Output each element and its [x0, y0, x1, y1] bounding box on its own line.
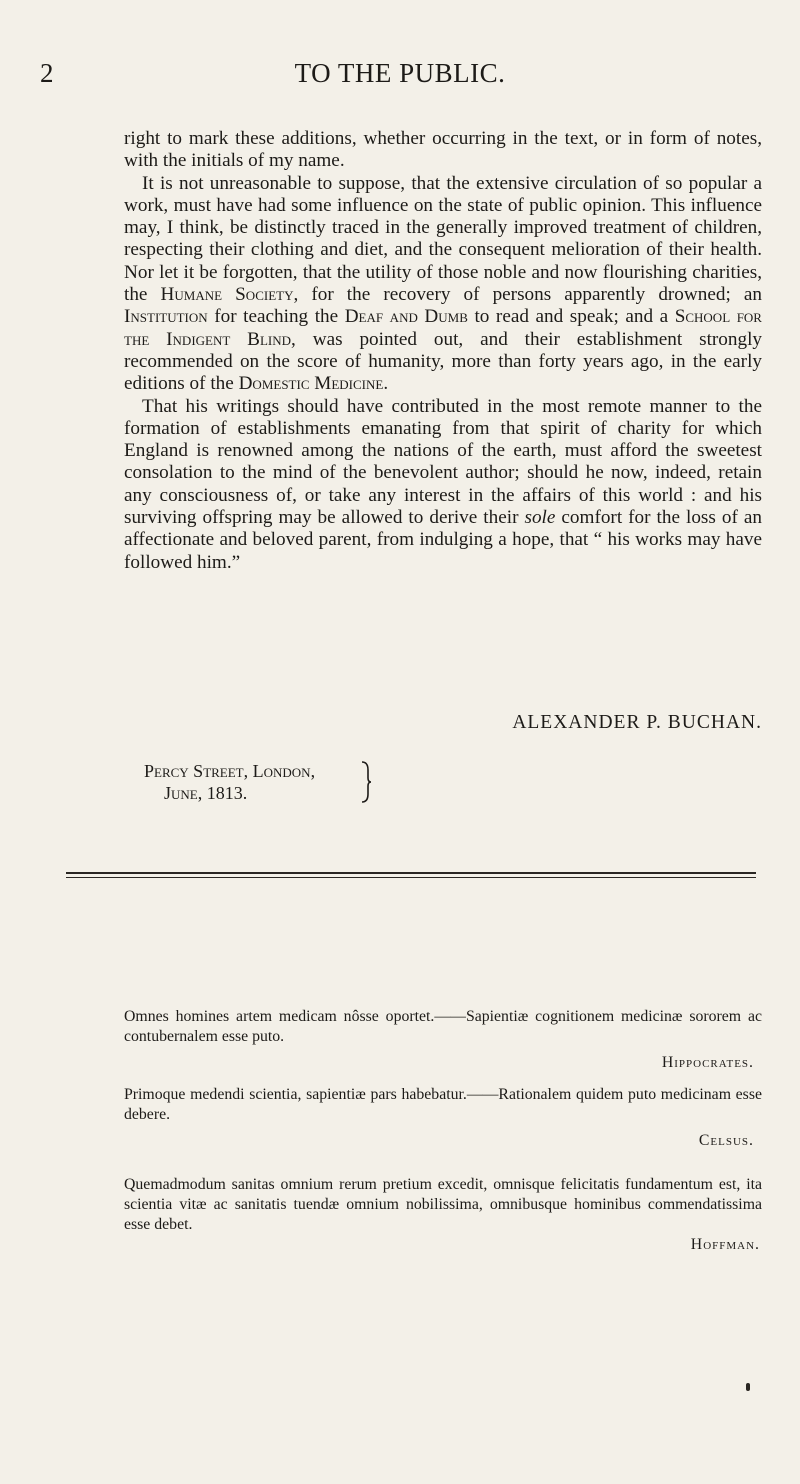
running-head: TO THE PUBLIC. [294, 58, 506, 88]
emphasis-sole: sole [524, 507, 556, 529]
paragraph-2-text-b: for the recovery of persons apparently drowned; an [298, 284, 762, 306]
paragraph-3-text-a: That his writings should have contributed in the most remote manner to the formation of establishments emanating from that spirit of charity for which England is renowned among the nations of the earth, must afford the sweetest consolation to the mind of the benevolent author; should he now, indeed, retain any consciousness of, or take any interest in the affairs of this world : and his surviving offspring may be allowed to derive their [124, 395, 762, 529]
brace-icon [360, 760, 372, 804]
paragraph-2-text-e: was pointed out, and their establishment strongly recommended on the score of humanity, more than forty years ago, in the early editions of the [124, 328, 762, 395]
epigraph-author: Hoffman. [690, 1236, 760, 1253]
paragraph-3-text-b: comfort for the loss of an affectionate and beloved parent, from indulging a hope, that “ his works may have followed him.” [124, 507, 762, 573]
domestic-medicine-title: Domestic Medicine. [238, 373, 389, 395]
section-divider-thin [66, 877, 756, 878]
page-number: 2 [40, 58, 54, 88]
author-signature: ALEXANDER P. BUCHAN. [512, 712, 762, 733]
page-header [40, 58, 760, 98]
paragraph-2 [124, 173, 762, 396]
epigraph-hippocrates [124, 1007, 762, 1073]
paragraph-3 [124, 396, 762, 574]
deaf-dumb-name: Deaf and Dumb [344, 306, 468, 328]
paragraph-2-text-d: to read and speak; and a [467, 306, 675, 328]
institution-name: Institution [124, 306, 208, 328]
paragraph-2-text-c: for teaching the [207, 306, 345, 328]
brace-mark [360, 760, 372, 809]
dateline-place: Percy Street, London, [144, 761, 316, 781]
humane-society-name: Humane Society, [160, 284, 299, 306]
blind-school-name: School for the Indigent Blind, [124, 306, 762, 350]
section-divider [66, 872, 756, 874]
ink-mark [746, 1383, 750, 1391]
epigraph-author: Celsus. [698, 1132, 754, 1149]
epigraph-text: Primoque medendi scientia, sapientiæ pars habebatur.——Rationalem quidem puto medicinam esse debere. [124, 1086, 762, 1123]
body-text [124, 128, 762, 574]
paragraph-2-text-a: It is not unreasonable to suppose, that the extensive circulation of so popular a work, must have had some influence on the state of public opinion. This influence may, I think, be distinctly traced in the generally improved treatment of children, respecting their clothing and diet, and the consequent melioration of their health. Nor let it be forgotten, that the utility of those noble and now flourishing charities, the [124, 172, 762, 306]
epigraph-text: Omnes homines artem medicam nôsse oportet.——Sapientiæ cognitionem medicinæ sororem ac contubernalem esse puto. [124, 1008, 762, 1045]
epigraph-hoffman [124, 1175, 762, 1255]
epigraph-text: Quemadmodum sanitas omnium rerum pretium excedit, omnisque felicitatis fundamentum est, ita scientia vitæ ac sanitatis tuendæ omnium nobilissima, omnibusque hominibus commendatissima esse debet. [124, 1176, 762, 1233]
epigraph-celsus [124, 1085, 762, 1151]
dateline [144, 760, 315, 804]
dateline-date: June, 1813. [164, 783, 248, 803]
epigraph-author: Hippocrates. [661, 1054, 754, 1071]
paragraph-1: right to mark these additions, whether occurring in the text, or in form of notes, with the initials of my name. [124, 128, 762, 172]
